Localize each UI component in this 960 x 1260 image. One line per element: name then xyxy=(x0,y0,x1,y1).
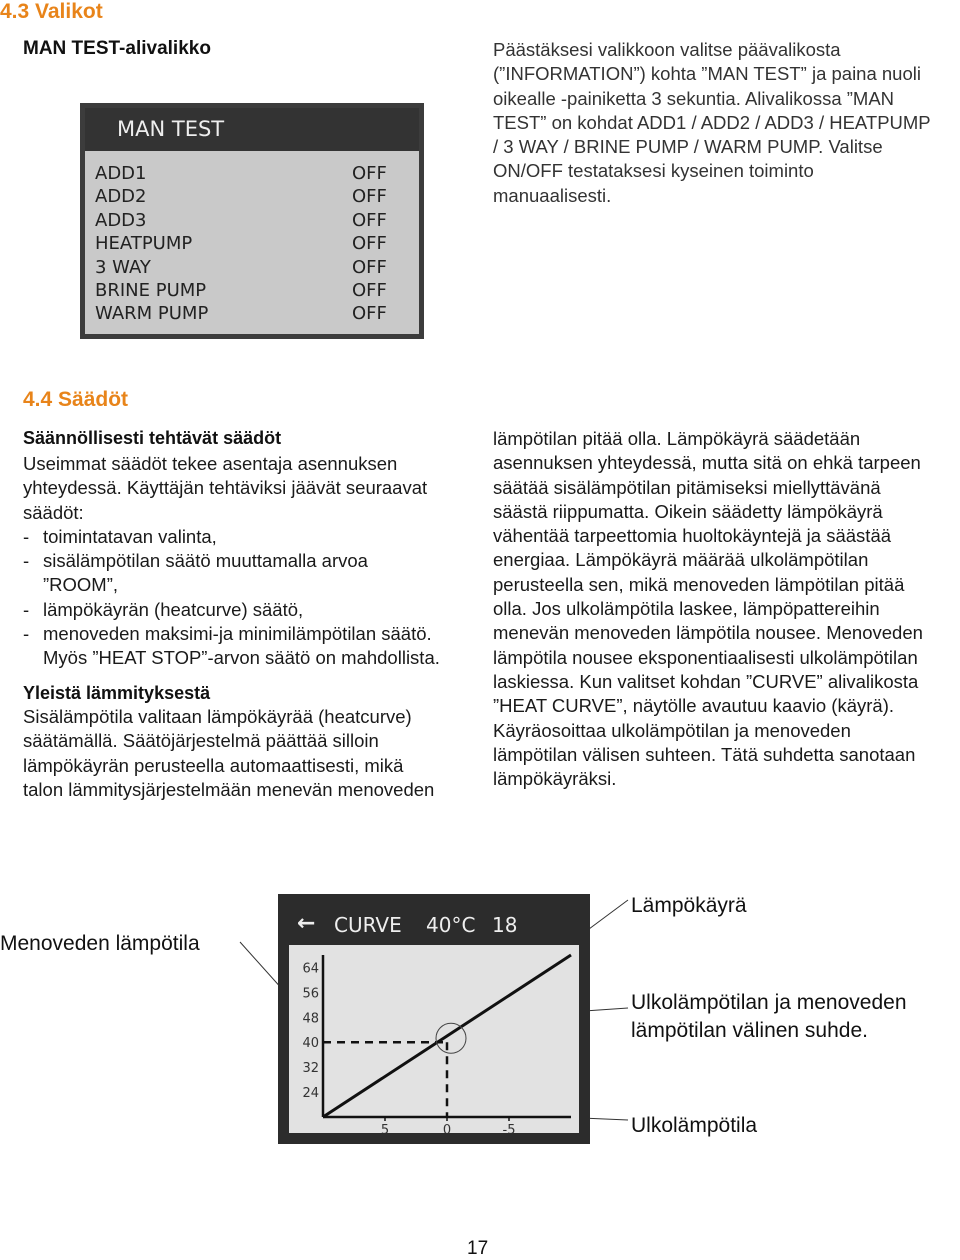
x-tick-label: -5 xyxy=(502,1123,516,1133)
heating-subtitle: Yleistä lämmityksestä xyxy=(23,682,211,703)
man-test-row-value[interactable]: OFF xyxy=(352,233,387,255)
man-test-row-label: ADD1 xyxy=(95,163,147,184)
heat-curve-annotation: Lämpökäyrä xyxy=(631,894,747,917)
y-tick-label: 40 xyxy=(302,1036,319,1052)
man-test-screen-title: MAN TEST xyxy=(117,117,225,141)
y-tick-label: 56 xyxy=(302,986,319,1002)
y-tick-label: 24 xyxy=(302,1086,319,1102)
section-4-3-title: 4.3 Valikot xyxy=(0,0,103,23)
highlight-circle xyxy=(436,1023,466,1053)
man-test-row-label: 3 WAY xyxy=(95,256,151,278)
man-test-row-label: WARM PUMP xyxy=(95,303,209,325)
y-tick-label: 48 xyxy=(302,1011,319,1027)
right-column-text: lämpötilan pitää olla. Lämpökäyrä säädetään asennuksen yhteydessä, mutta sitä on ehkä tarpeen säätää sisälämpötilan pitämiseksi miellyttävänä säästä riippumatta. Oikein säädetty lämpökäyrä vähentää tarpeettomia huoltokäyntejä ja säästää energiaa. Lämpökäyrä määrää ulkolämpötilan perusteella sen, mikä menoveden lämpötilan pitää olla. Jos ulkolämpötila laskee, lämpöpattereihin menevän menoveden lämpötila nousee. Menoveden lämpötila nousee eksponentiaalisesti ulkolämpötilan laskiessa. Kun valitset kohdan ”CURVE” alivalikosta ”HEAT CURVE”, näytölle avautuu kaavio (käyrä). Käyräosoittaa ulkolämpötilan ja menoveden lämpötilan välisen suhteen. Tätä suhdetta sanotaan lämpökäyräksi. xyxy=(493,428,923,790)
man-test-description: Päästäksesi valikkoon valitse päävalikosta (”INFORMATION”) kohta ”MAN TEST” ja paina nuoli oikealle -painiketta 3 sekuntia. Alivalikossa ”MAN TEST” on kohdat ADD1 / ADD2 / ADD3 / HEATPUMP / 3 WAY / BRINE PUMP / WARM PUMP. Valitse ON/OFF testataksesi kyseinen toiminto manuaalisesti. xyxy=(493,39,931,206)
list-bullet: - xyxy=(23,550,30,572)
list-bullet: - xyxy=(23,623,30,645)
regular-settings-subtitle: Säännöllisesti tehtävät säädöt xyxy=(23,428,282,448)
heating-text: Sisälämpötila valitaan lämpökäyrää (heatcurve) säätämällä. Säätöjärjestelmä päättää silloin lämpökäyrän perusteella automaattisesti, mikä talon lämmitysjärjestelmään menevän menoveden xyxy=(23,705,435,800)
man-test-row-value[interactable]: OFF xyxy=(352,186,387,208)
list-item-text: menoveden maksimi-ja minimilämpötilan säätö. Myös ”HEAT STOP”-arvon säätö on mahdollista. xyxy=(43,623,440,669)
curve-value: 18 xyxy=(492,913,518,937)
list-item-text: toimintatavan valinta, xyxy=(43,525,217,547)
x-tick-label: 5 xyxy=(380,1123,390,1133)
man-test-row-value[interactable]: OFF xyxy=(352,256,387,278)
curve-label: CURVE xyxy=(334,913,402,937)
heat-curve-line xyxy=(323,955,571,1117)
settings-intro: Useimmat säädöt tekee asentaja asennuksen yhteydessä. Käyttäjän tehtäviksi jäävät seuraavat säädöt: xyxy=(23,453,428,523)
list-item-text: lämpökäyrän (heatcurve) säätö, xyxy=(43,598,304,620)
page-number: 17 xyxy=(467,1238,489,1259)
outdoor-temp-annotation: Ulkolämpötila xyxy=(631,1114,758,1137)
y-tick-label: 64 xyxy=(302,961,319,977)
relation-annotation-line2: lämpötilan välinen suhde. xyxy=(631,1019,868,1042)
man-test-row-value[interactable]: OFF xyxy=(352,209,387,231)
list-bullet: - xyxy=(23,598,30,620)
man-test-row-value[interactable]: OFF xyxy=(352,279,387,301)
flow-temp-annotation: Menoveden lämpötila xyxy=(0,932,200,955)
relation-annotation-line1: Ulkolämpötilan ja menoveden xyxy=(631,991,907,1014)
man-test-row-label: HEATPUMP xyxy=(95,233,193,255)
man-test-row-label: ADD2 xyxy=(95,186,147,208)
section-4-4-title: 4.4 Säädöt xyxy=(23,388,129,411)
man-test-row-value[interactable]: OFF xyxy=(352,163,387,184)
x-tick-label: 0 xyxy=(442,1123,452,1133)
y-tick-label: 32 xyxy=(302,1061,319,1077)
curve-screen xyxy=(278,894,590,1144)
curve-temp: 40°C xyxy=(426,913,476,937)
list-item-text: sisälämpötilan säätö muuttamalla arvoa ”ROOM”, xyxy=(43,550,368,596)
list-bullet: - xyxy=(23,525,30,547)
back-arrow-icon[interactable]: ← xyxy=(297,911,316,936)
heat-curve-chart xyxy=(289,945,579,1133)
man-test-row-label: BRINE PUMP xyxy=(95,279,207,301)
man-test-subtitle: MAN TEST-alivalikko xyxy=(23,38,211,59)
man-test-row-value[interactable]: OFF xyxy=(352,303,387,325)
man-test-row-label: ADD3 xyxy=(95,209,147,231)
